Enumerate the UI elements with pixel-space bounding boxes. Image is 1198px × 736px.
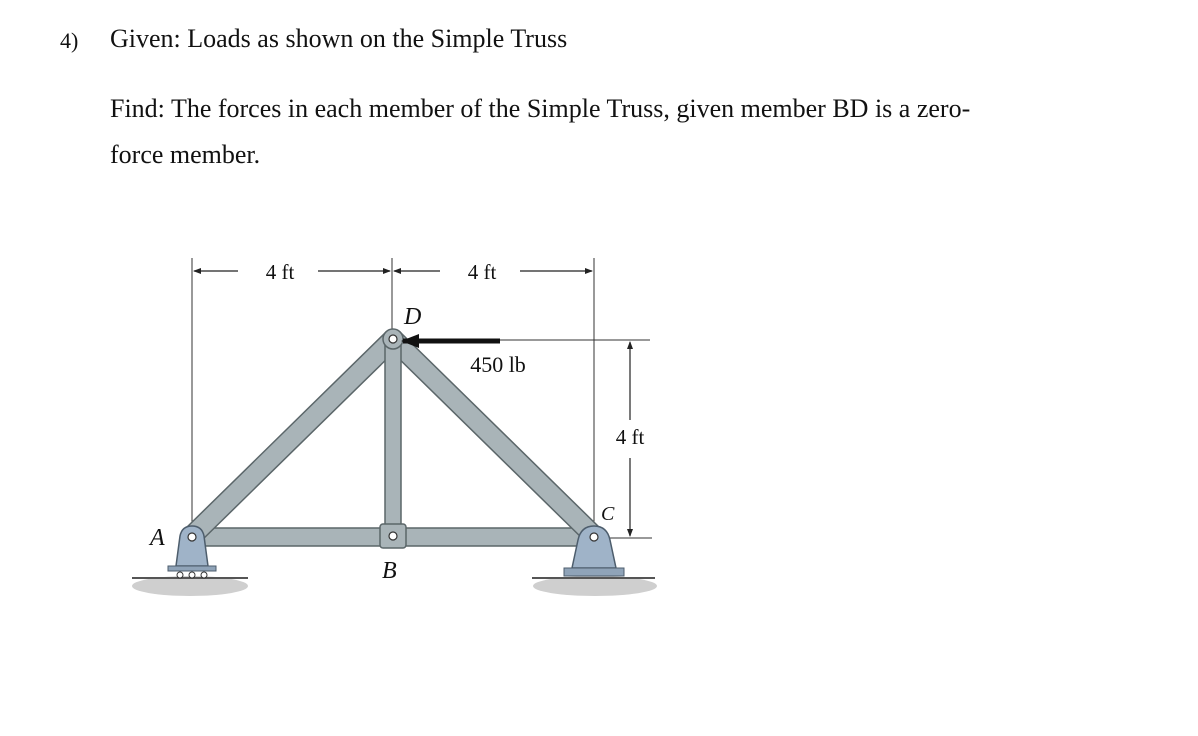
given-statement: Given: Loads as shown on the Simple Truss bbox=[110, 24, 568, 53]
pin-B bbox=[389, 532, 397, 540]
member-BD bbox=[385, 338, 401, 536]
node-label-B: B bbox=[382, 558, 397, 584]
node-label-C: C bbox=[601, 503, 615, 525]
dim-label-height: 4 ft bbox=[615, 425, 645, 449]
find-line-2: force member. bbox=[110, 140, 261, 169]
node-label-A: A bbox=[150, 525, 165, 551]
problem-number: 4) bbox=[60, 28, 79, 53]
dim-label-left: 4 ft bbox=[265, 260, 295, 284]
pin-D bbox=[389, 335, 397, 343]
node-label-D: D bbox=[404, 304, 422, 330]
find-line-1: Find: The forces in each member of the Simple Truss, given member BD is a zero- bbox=[110, 94, 971, 123]
load-label: 450 lb bbox=[470, 352, 526, 377]
dim-label-right: 4 ft bbox=[467, 260, 497, 284]
members bbox=[184, 332, 602, 546]
member-AD bbox=[184, 332, 400, 544]
